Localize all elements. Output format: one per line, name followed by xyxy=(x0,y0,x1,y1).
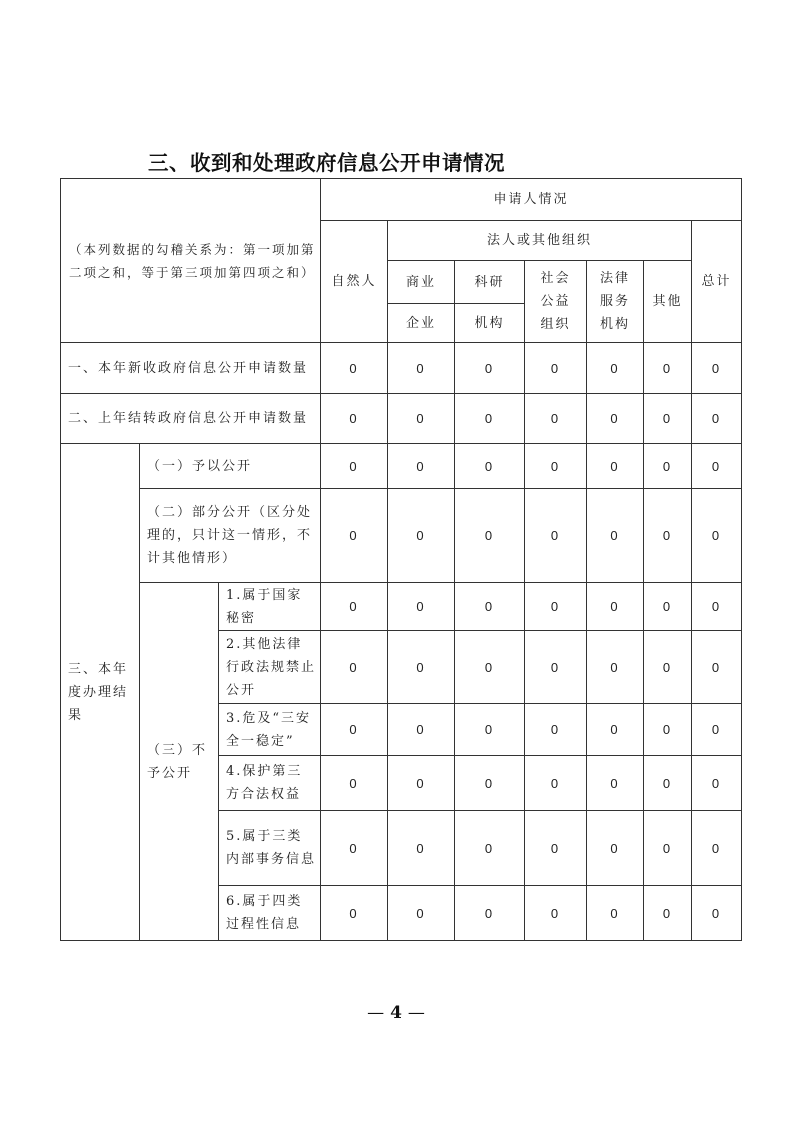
cell-value: 0 xyxy=(692,583,742,631)
cell-value: 0 xyxy=(587,886,644,941)
cell-value: 0 xyxy=(321,756,388,811)
table-row xyxy=(61,489,742,583)
row-label: 6.属于四类过程性信息 xyxy=(219,886,321,941)
header-legal-service: 法律 服务 机构 xyxy=(587,261,644,343)
page-number: 4 xyxy=(390,1003,402,1023)
table-row xyxy=(61,394,742,444)
cell-value: 0 xyxy=(388,343,455,394)
cell-value: 0 xyxy=(525,394,587,444)
cell-value: 0 xyxy=(644,756,692,811)
cell-value: 0 xyxy=(321,343,388,394)
results-label: 三、本年度办理结果 xyxy=(61,444,140,941)
cell-value: 0 xyxy=(321,583,388,631)
cell-value: 0 xyxy=(388,583,455,631)
cell-value: 0 xyxy=(587,756,644,811)
header-total: 总计 xyxy=(692,221,742,343)
cell-value: 0 xyxy=(388,631,455,704)
cell-value: 0 xyxy=(587,343,644,394)
cell-value: 0 xyxy=(692,489,742,583)
table-row xyxy=(61,583,742,631)
cell-value: 0 xyxy=(644,444,692,489)
row-label: 5.属于三类内部事务信息 xyxy=(219,811,321,886)
cell-value: 0 xyxy=(644,886,692,941)
header-research-top: 科研 xyxy=(455,261,525,304)
cell-value: 0 xyxy=(388,489,455,583)
cell-value: 0 xyxy=(388,756,455,811)
cell-value: 0 xyxy=(388,444,455,489)
row-label: 一、本年新收政府信息公开申请数量 xyxy=(61,343,321,394)
header-research-bottom: 机构 xyxy=(455,304,525,343)
cell-value: 0 xyxy=(587,489,644,583)
section-title: 三、收到和处理政府信息公开申请情况 xyxy=(148,151,505,175)
cell-value: 0 xyxy=(455,811,525,886)
cell-value: 0 xyxy=(587,583,644,631)
cell-value: 0 xyxy=(587,704,644,756)
header-other: 其他 xyxy=(644,261,692,343)
cell-value: 0 xyxy=(388,704,455,756)
row-label: 4.保护第三方合法权益 xyxy=(219,756,321,811)
cell-value: 0 xyxy=(388,811,455,886)
cell-value: 0 xyxy=(321,704,388,756)
table-row xyxy=(61,444,742,489)
header-commercial-top: 商业 xyxy=(388,261,455,304)
header-applicant: 申请人情况 xyxy=(321,179,742,221)
cell-value: 0 xyxy=(525,444,587,489)
cell-value: 0 xyxy=(455,343,525,394)
cell-value: 0 xyxy=(455,631,525,704)
cell-value: 0 xyxy=(692,756,742,811)
cell-value: 0 xyxy=(587,394,644,444)
cell-value: 0 xyxy=(321,444,388,489)
cell-value: 0 xyxy=(321,811,388,886)
cell-value: 0 xyxy=(321,489,388,583)
cell-value: 0 xyxy=(388,394,455,444)
cell-value: 0 xyxy=(644,704,692,756)
cell-value: 0 xyxy=(692,631,742,704)
cell-value: 0 xyxy=(455,756,525,811)
table-row xyxy=(61,343,742,394)
header-natural-person: 自然人 xyxy=(321,221,388,343)
cell-value: 0 xyxy=(587,631,644,704)
cell-value: 0 xyxy=(692,444,742,489)
header-note: （本列数据的勾稽关系为：第一项加第二项之和，等于第三项加第四项之和） xyxy=(61,179,321,343)
cell-value: 0 xyxy=(644,489,692,583)
row-label: （二）部分公开（区分处理的，只计这一情形，不计其他情形） xyxy=(140,489,321,583)
cell-value: 0 xyxy=(455,583,525,631)
cell-value: 0 xyxy=(525,704,587,756)
cell-value: 0 xyxy=(525,886,587,941)
cell-value: 0 xyxy=(525,756,587,811)
not-disclosed-label: （三）不予公开 xyxy=(140,583,219,941)
cell-value: 0 xyxy=(321,631,388,704)
footer-dash-left: — xyxy=(367,1003,385,1023)
cell-value: 0 xyxy=(455,489,525,583)
page-footer xyxy=(0,1003,792,1023)
cell-value: 0 xyxy=(525,489,587,583)
header-legal-group: 法人或其他组织 xyxy=(388,221,692,261)
cell-value: 0 xyxy=(644,343,692,394)
cell-value: 0 xyxy=(692,886,742,941)
cell-value: 0 xyxy=(455,704,525,756)
cell-value: 0 xyxy=(692,394,742,444)
cell-value: 0 xyxy=(692,811,742,886)
row-label: 二、上年结转政府信息公开申请数量 xyxy=(61,394,321,444)
row-label: 3.危及“三安全一稳定” xyxy=(219,704,321,756)
cell-value: 0 xyxy=(455,394,525,444)
cell-value: 0 xyxy=(388,886,455,941)
disclosure-table xyxy=(60,178,742,941)
cell-value: 0 xyxy=(587,811,644,886)
row-label: 2.其他法律行政法规禁止公开 xyxy=(219,631,321,704)
row-label: 1.属于国家秘密 xyxy=(219,583,321,631)
cell-value: 0 xyxy=(644,811,692,886)
cell-value: 0 xyxy=(455,444,525,489)
cell-value: 0 xyxy=(525,343,587,394)
cell-value: 0 xyxy=(525,583,587,631)
footer-dash-right: — xyxy=(407,1003,425,1023)
header-social: 社会 公益 组织 xyxy=(525,261,587,343)
cell-value: 0 xyxy=(644,394,692,444)
cell-value: 0 xyxy=(321,886,388,941)
cell-value: 0 xyxy=(525,631,587,704)
cell-value: 0 xyxy=(692,704,742,756)
cell-value: 0 xyxy=(692,343,742,394)
cell-value: 0 xyxy=(321,394,388,444)
cell-value: 0 xyxy=(587,444,644,489)
cell-value: 0 xyxy=(525,811,587,886)
row-label: （一）予以公开 xyxy=(140,444,321,489)
cell-value: 0 xyxy=(644,631,692,704)
cell-value: 0 xyxy=(455,886,525,941)
cell-value: 0 xyxy=(644,583,692,631)
header-commercial-bottom: 企业 xyxy=(388,304,455,343)
